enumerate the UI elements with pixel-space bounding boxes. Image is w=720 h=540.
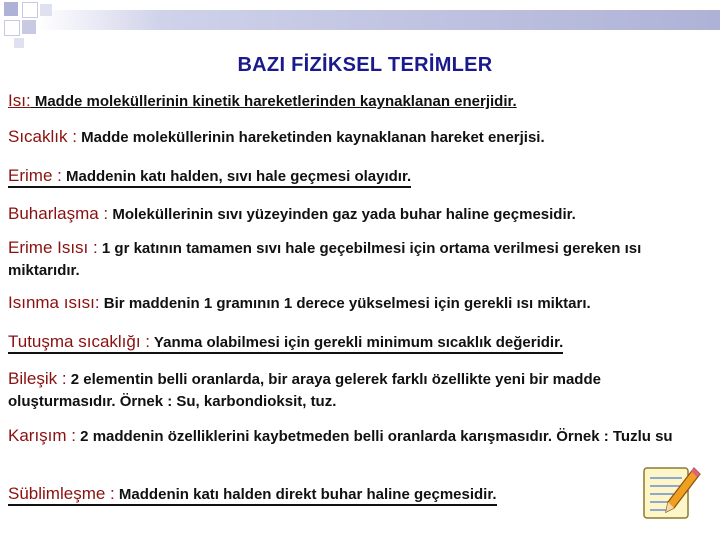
corner-squares-icon [0,0,80,50]
definition-heat [8,90,714,113]
term-label: Erime Isısı : [8,238,98,257]
definition-latent-heat [8,237,688,282]
definition-text: Madde moleküllerinin hareketinden kaynaklanan hareket enerjisi. [76,129,545,146]
page-title: BAZI FİZİKSEL TERİMLER [237,54,493,76]
definition-ignition-temperature [8,331,714,354]
term-label: Karışım : [8,426,77,445]
definition-text: 1 gr katının tamamen sıvı hale geçebilmesi için ortama verilmesi gereken ısı miktarıdır. [8,240,642,279]
term-label: Erime : [8,166,62,185]
definition-text: Yanma olabilmesi için gerekli minimum sıcaklık değeridir. [150,334,564,351]
definition-text: Madde moleküllerinin kinetik hareketlerinden kaynaklanan enerjidir. [30,93,517,110]
definition-temperature [8,126,714,149]
definition-mixture [8,425,678,448]
definition-text: Maddenin katı halden direkt buhar haline geçmesidir. [114,486,497,503]
definition-text: Moleküllerinin sıvı yüzeyinden gaz yada buhar haline geçmesidir. [108,206,576,223]
definition-melting [8,165,714,188]
header-band [38,10,720,30]
definition-text: Maddenin katı halden, sıvı hale geçmesi olayıdır. [61,168,412,185]
term-label: Isı: [8,91,31,110]
definition-compound [8,368,668,413]
definition-text: 2 maddenin özelliklerini kaybetmeden belli oranlarda karışmasıdır. Örnek : Tuzlu su [76,428,673,445]
definition-text: 2 elementin belli oranlarda, bir araya gelerek farklı özellikte yeni bir madde oluşturmasıdır. Örnek : Su, karbondioksit, tuz. [8,371,601,410]
term-label: Bileşik : [8,369,67,388]
term-label: Sıcaklık : [8,127,77,146]
notepad-pencil-icon [640,462,702,522]
definition-sublimation [8,483,714,506]
term-label: Tutuşma sıcaklığı : [8,332,151,351]
definition-text: Bir maddenin 1 gramının 1 derece yükselmesi için gerekli ısı miktarı. [99,295,591,312]
term-label: Süblimleşme : [8,484,115,503]
term-label: Isınma ısısı: [8,293,100,312]
definition-specific-heat [8,292,714,315]
term-label: Buharlaşma : [8,204,109,223]
definition-evaporation [8,203,714,226]
